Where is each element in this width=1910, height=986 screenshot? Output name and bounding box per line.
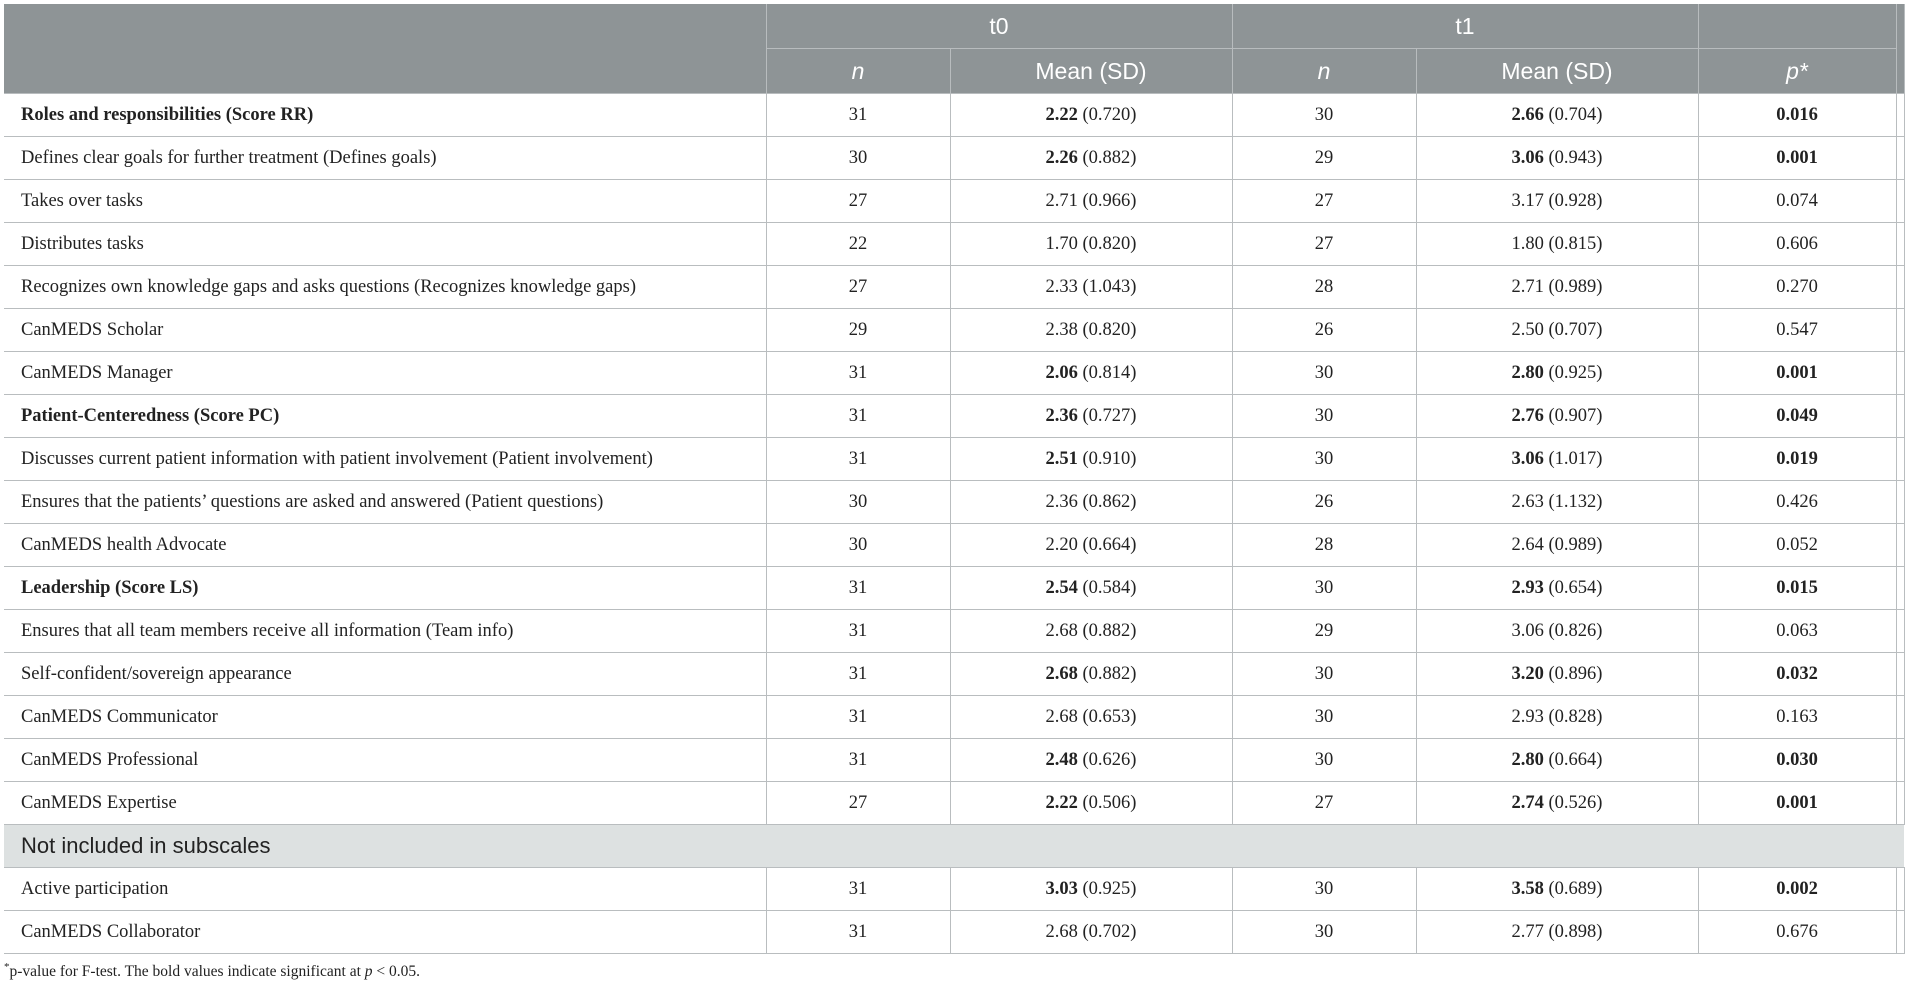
row-label: CanMEDS Expertise [4,782,766,825]
p-value: 0.163 [1698,696,1896,739]
mean-sd-t1 [1416,868,1698,911]
sd-value: (0.704) [1548,104,1603,125]
row-label: Recognizes own knowledge gaps and asks questions (Recognizes knowledge gaps) [4,266,766,309]
sd-value: (0.689) [1548,878,1603,899]
mean-value: 3.03 [1045,878,1078,899]
n-t1: 28 [1232,266,1416,309]
sd-value: (0.664) [1082,534,1137,555]
row-right-cell [1896,524,1904,567]
sd-value: (0.584) [1082,577,1137,598]
n-t0: 31 [766,94,950,137]
sd-value: (0.720) [1082,104,1137,125]
n-t1: 27 [1232,223,1416,266]
row-label: Distributes tasks [4,223,766,266]
mean-value: 3.20 [1511,663,1544,684]
mean-value: 2.48 [1045,749,1078,770]
mean-sd-t0 [950,266,1232,309]
mean-value: 2.64 [1511,534,1544,555]
row-label: Active participation [4,868,766,911]
results-table [4,4,1905,954]
p-value: 0.547 [1698,309,1896,352]
header-n-t0: n [766,49,950,94]
row-right-cell [1896,352,1904,395]
row-right-cell [1896,567,1904,610]
mean-sd-t1 [1416,610,1698,653]
n-t0: 30 [766,524,950,567]
mean-value: 2.20 [1045,534,1078,555]
mean-sd-t0 [950,481,1232,524]
mean-value: 3.58 [1511,878,1544,899]
n-t1: 30 [1232,653,1416,696]
mean-sd-t1 [1416,438,1698,481]
row-right-cell [1896,868,1904,911]
sd-value: (0.989) [1548,276,1603,297]
row-label: Roles and responsibilities (Score RR) [4,94,766,137]
header-n-t1: n [1232,49,1416,94]
sd-value: (0.828) [1548,706,1603,727]
sd-value: (1.132) [1548,491,1603,512]
header-right-cell [1896,4,1904,94]
n-t0: 31 [766,395,950,438]
mean-sd-t0 [950,137,1232,180]
n-t1: 29 [1232,610,1416,653]
n-t1: 30 [1232,395,1416,438]
mean-sd-t0 [950,438,1232,481]
header-p: p* [1698,49,1896,94]
table-row [4,180,1904,223]
p-value: 0.426 [1698,481,1896,524]
results-table-container [4,4,1904,954]
mean-value: 2.68 [1045,921,1078,942]
mean-value: 1.80 [1511,233,1544,254]
table-row [4,696,1904,739]
row-right-cell [1896,137,1904,180]
mean-sd-t1 [1416,352,1698,395]
mean-value: 2.80 [1511,362,1544,383]
sd-value: (0.989) [1548,534,1603,555]
sd-value: (0.820) [1082,319,1137,340]
n-t1: 27 [1232,180,1416,223]
mean-value: 2.71 [1045,190,1078,211]
mean-value: 3.17 [1511,190,1544,211]
n-t1: 30 [1232,94,1416,137]
n-t1: 27 [1232,782,1416,825]
sd-value: (0.862) [1082,491,1137,512]
mean-value: 2.93 [1511,577,1544,598]
row-right-cell [1896,653,1904,696]
n-t0: 31 [766,567,950,610]
n-t1: 28 [1232,524,1416,567]
mean-value: 2.68 [1045,620,1078,641]
mean-sd-t0 [950,911,1232,954]
row-right-cell [1896,395,1904,438]
table-row [4,481,1904,524]
sd-value: (0.526) [1548,792,1603,813]
sd-value: (0.966) [1082,190,1137,211]
mean-value: 2.22 [1045,104,1078,125]
table-row [4,438,1904,481]
p-value: 0.001 [1698,782,1896,825]
footnote-marker: * [4,961,10,973]
mean-value: 2.50 [1511,319,1544,340]
footnote-p-symbol: p [364,963,373,981]
n-t1: 26 [1232,481,1416,524]
section-label: Not included in subscales [4,825,1904,868]
sd-value: (0.826) [1548,620,1603,641]
header-t1: t1 [1232,4,1698,49]
mean-value: 3.06 [1511,448,1544,469]
header-t0: t0 [766,4,1232,49]
sd-value: (0.910) [1082,448,1137,469]
mean-sd-t0 [950,180,1232,223]
footnote-text-before: p-value for F-test. The bold values indicate significant at [9,963,365,981]
n-t1: 30 [1232,868,1416,911]
p-value: 0.030 [1698,739,1896,782]
mean-value: 2.74 [1511,792,1544,813]
section-row [4,825,1904,868]
mean-value: 2.54 [1045,577,1078,598]
n-t0: 27 [766,782,950,825]
n-t0: 27 [766,266,950,309]
mean-value: 2.76 [1511,405,1544,426]
n-t1: 30 [1232,739,1416,782]
n-t0: 30 [766,137,950,180]
p-value: 0.063 [1698,610,1896,653]
mean-sd-t1 [1416,782,1698,825]
mean-sd-t0 [950,610,1232,653]
sd-value: (1.017) [1548,448,1603,469]
mean-sd-t0 [950,524,1232,567]
n-t1: 30 [1232,696,1416,739]
table-row [4,524,1904,567]
n-t0: 31 [766,352,950,395]
mean-sd-t0 [950,352,1232,395]
sd-value: (0.925) [1548,362,1603,383]
mean-value: 2.63 [1511,491,1544,512]
p-value: 0.015 [1698,567,1896,610]
mean-sd-t0 [950,395,1232,438]
header-empty-cell [4,4,766,94]
mean-value: 1.70 [1045,233,1078,254]
p-value: 0.002 [1698,868,1896,911]
row-label: Self-confident/sovereign appearance [4,653,766,696]
sd-value: (0.882) [1082,620,1137,641]
row-label: CanMEDS Manager [4,352,766,395]
mean-sd-t1 [1416,739,1698,782]
mean-value: 2.06 [1045,362,1078,383]
mean-value: 2.80 [1511,749,1544,770]
table-footnote [4,961,420,981]
row-label: Takes over tasks [4,180,766,223]
mean-sd-t1 [1416,309,1698,352]
n-t1: 26 [1232,309,1416,352]
table-row-group [4,567,1904,610]
row-right-cell [1896,223,1904,266]
mean-value: 2.38 [1045,319,1078,340]
mean-sd-t0 [950,782,1232,825]
sd-value: (0.702) [1082,921,1137,942]
table-row-group [4,395,1904,438]
header-p-top [1698,4,1896,49]
row-label: CanMEDS Professional [4,739,766,782]
mean-sd-t1 [1416,696,1698,739]
table-row [4,610,1904,653]
mean-sd-t1 [1416,524,1698,567]
table-row [4,266,1904,309]
mean-sd-t1 [1416,395,1698,438]
table-row [4,352,1904,395]
sd-value: (0.814) [1082,362,1137,383]
mean-sd-t0 [950,653,1232,696]
mean-value: 2.71 [1511,276,1544,297]
row-right-cell [1896,481,1904,524]
header-row-timepoints [4,4,1904,49]
sd-value: (0.928) [1548,190,1603,211]
table-row [4,223,1904,266]
sd-value: (0.626) [1082,749,1137,770]
sd-value: (0.815) [1548,233,1603,254]
mean-sd-t0 [950,696,1232,739]
row-label: Defines clear goals for further treatment (Defines goals) [4,137,766,180]
row-right-cell [1896,438,1904,481]
mean-value: 2.68 [1045,663,1078,684]
mean-value: 2.33 [1045,276,1078,297]
mean-sd-t0 [950,309,1232,352]
sd-value: (0.943) [1548,147,1603,168]
row-right-cell [1896,739,1904,782]
mean-sd-t0 [950,739,1232,782]
row-right-cell [1896,94,1904,137]
row-label: Leadership (Score LS) [4,567,766,610]
n-t0: 31 [766,610,950,653]
row-right-cell [1896,696,1904,739]
mean-sd-t1 [1416,94,1698,137]
mean-sd-t1 [1416,653,1698,696]
row-right-cell [1896,911,1904,954]
n-t0: 22 [766,223,950,266]
sd-value: (1.043) [1082,276,1137,297]
n-t0: 31 [766,868,950,911]
p-value: 0.270 [1698,266,1896,309]
mean-value: 2.77 [1511,921,1544,942]
p-value: 0.606 [1698,223,1896,266]
sd-value: (0.882) [1082,147,1137,168]
n-t0: 30 [766,481,950,524]
sd-value: (0.664) [1548,749,1603,770]
mean-sd-t1 [1416,223,1698,266]
mean-value: 2.51 [1045,448,1078,469]
n-t1: 30 [1232,352,1416,395]
sd-value: (0.707) [1548,319,1603,340]
mean-value: 2.93 [1511,706,1544,727]
table-row [4,782,1904,825]
sd-value: (0.654) [1548,577,1603,598]
p-value: 0.074 [1698,180,1896,223]
table-row [4,868,1904,911]
p-value: 0.001 [1698,352,1896,395]
sd-value: (0.506) [1082,792,1137,813]
mean-sd-t1 [1416,911,1698,954]
sd-value: (0.820) [1082,233,1137,254]
n-t0: 27 [766,180,950,223]
mean-sd-t0 [950,94,1232,137]
n-t1: 30 [1232,911,1416,954]
mean-value: 2.36 [1045,405,1078,426]
mean-sd-t1 [1416,180,1698,223]
table-row [4,653,1904,696]
n-t1: 30 [1232,567,1416,610]
row-right-cell [1896,610,1904,653]
sd-value: (0.907) [1548,405,1603,426]
p-value: 0.016 [1698,94,1896,137]
n-t0: 31 [766,739,950,782]
p-value: 0.001 [1698,137,1896,180]
p-value: 0.032 [1698,653,1896,696]
mean-sd-t1 [1416,567,1698,610]
mean-value: 2.26 [1045,147,1078,168]
p-value: 0.049 [1698,395,1896,438]
sd-value: (0.727) [1082,405,1137,426]
n-t0: 31 [766,438,950,481]
p-value: 0.019 [1698,438,1896,481]
mean-sd-t1 [1416,266,1698,309]
table-row [4,309,1904,352]
mean-value: 2.36 [1045,491,1078,512]
table-row [4,739,1904,782]
sd-value: (0.898) [1548,921,1603,942]
n-t1: 29 [1232,137,1416,180]
mean-sd-t1 [1416,481,1698,524]
row-label: CanMEDS health Advocate [4,524,766,567]
row-label: Patient-Centeredness (Score PC) [4,395,766,438]
mean-sd-t0 [950,868,1232,911]
mean-value: 2.22 [1045,792,1078,813]
header-mean-t1: Mean (SD) [1416,49,1698,94]
row-right-cell [1896,782,1904,825]
row-label: Ensures that the patients’ questions are asked and answered (Patient questions) [4,481,766,524]
row-right-cell [1896,266,1904,309]
n-t0: 31 [766,653,950,696]
sd-value: (0.896) [1548,663,1603,684]
table-row [4,137,1904,180]
mean-value: 2.66 [1511,104,1544,125]
row-label: Ensures that all team members receive all information (Team info) [4,610,766,653]
row-label: CanMEDS Communicator [4,696,766,739]
p-value: 0.052 [1698,524,1896,567]
n-t0: 31 [766,911,950,954]
mean-sd-t1 [1416,137,1698,180]
header-mean-t0: Mean (SD) [950,49,1232,94]
mean-sd-t0 [950,223,1232,266]
sd-value: (0.653) [1082,706,1137,727]
row-label: CanMEDS Scholar [4,309,766,352]
row-label: CanMEDS Collaborator [4,911,766,954]
mean-value: 2.68 [1045,706,1078,727]
row-right-cell [1896,309,1904,352]
row-label: Discusses current patient information with patient involvement (Patient involvement) [4,438,766,481]
n-t0: 29 [766,309,950,352]
footnote-text-after: < 0.05. [372,963,421,981]
row-right-cell [1896,180,1904,223]
p-value: 0.676 [1698,911,1896,954]
mean-value: 3.06 [1511,620,1544,641]
sd-value: (0.925) [1082,878,1137,899]
table-row [4,911,1904,954]
n-t1: 30 [1232,438,1416,481]
table-row-group [4,94,1904,137]
sd-value: (0.882) [1082,663,1137,684]
mean-value: 3.06 [1511,147,1544,168]
n-t0: 31 [766,696,950,739]
mean-sd-t0 [950,567,1232,610]
